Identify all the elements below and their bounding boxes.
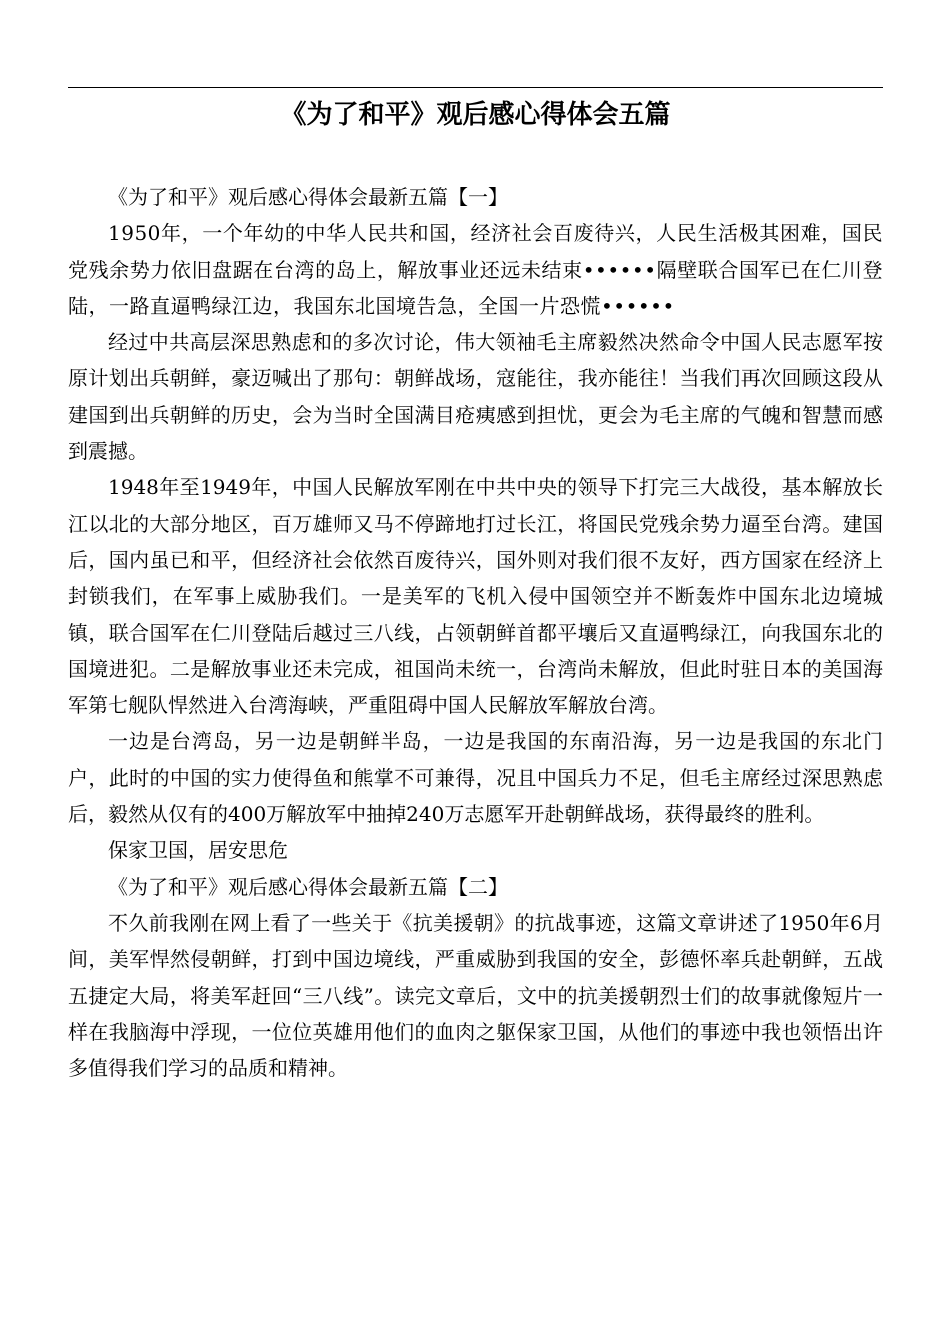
body-paragraph: 保家卫国，居安思危 <box>108 838 288 863</box>
section-heading-two: 《为了和平》观后感心得体会最新五篇【二】 <box>108 874 508 899</box>
body-paragraph: 1948年至1949年，中国人民解放军刚在中共中央的领导下打完三大战役，基本解放长江以北的大部分地区，百万雄师又马不停蹄地打过长江，将国民党残余势力逼至台湾。建国后，国内虽已和平，但经济社会依然百废待兴，国外则对我们很不友好，西方国家在经济上封锁我们，在军事上威胁我们。一是美军的飞机入侵中国领空并不断轰炸中国东北边境城镇，联合国军在仁川登陆后越过三八线，占领朝鲜首都平壤后又直逼鸭绿江，向我国东北的国境进犯。二是解放事业还未完成，祖国尚未统一，台湾尚未解放，但此时驻日本的美国海军第七舰队悍然进入台湾海峡，严重阻碍中国人民解放军解放台湾。 <box>68 475 883 718</box>
section-heading-one: 《为了和平》观后感心得体会最新五篇【一】 <box>108 185 508 209</box>
body-paragraph: 不久前我刚在网上看了一些关于《抗美援朝》的抗战事迹，这篇文章讲述了1950年6月间，美军悍然侵朝鲜，打到中国边境线，严重威胁到我国的安全，彭德怀率兵赴朝鲜，五战五捷定大局，将美军赶回“三八线”。读完文章后，文中的抗美援朝烈士们的故事就像短片一样在我脑海中浮现，一位位英雄用他们的血肉之躯保家卫国，从他们的事迹中我也领悟出许多值得我们学习的品质和精神。 <box>68 910 883 1081</box>
document-title: 《为了和平》观后感心得体会五篇 <box>280 100 671 130</box>
body-paragraph: 一边是台湾岛，另一边是朝鲜半岛，一边是我国的东南沿海，另一边是我国的东北门户，此时的中国的实力使得鱼和熊掌不可兼得，况且中国兵力不足，但毛主席经过深思熟虑后，毅然从仅有的400万解放军中抽掉240万志愿军开赴朝鲜战场，获得最终的胜利。 <box>68 729 883 827</box>
body-paragraph: 经过中共高层深思熟虑和的多次讨论，伟大领袖毛主席毅然决然命令中国人民志愿军按原计划出兵朝鲜，豪迈喊出了那句：朝鲜战场，寇能往，我亦能往！当我们再次回顾这段从建国到出兵朝鲜的历史，会为当时全国满目疮痍感到担忧，更会为毛主席的气魄和智慧而感到震撼。 <box>68 330 883 464</box>
header-rule <box>68 87 883 88</box>
document-body <box>68 179 883 1086</box>
body-paragraph: 1950年，一个年幼的中华人民共和国，经济社会百废待兴，人民生活极其困难，国民党残余势力依旧盘踞在台湾的岛上，解放事业还远未结束••••••隔壁联合国军已在仁川登陆，一路直逼鸭绿江边，我国东北国境告急，全国一片恐慌•••••• <box>68 221 883 318</box>
